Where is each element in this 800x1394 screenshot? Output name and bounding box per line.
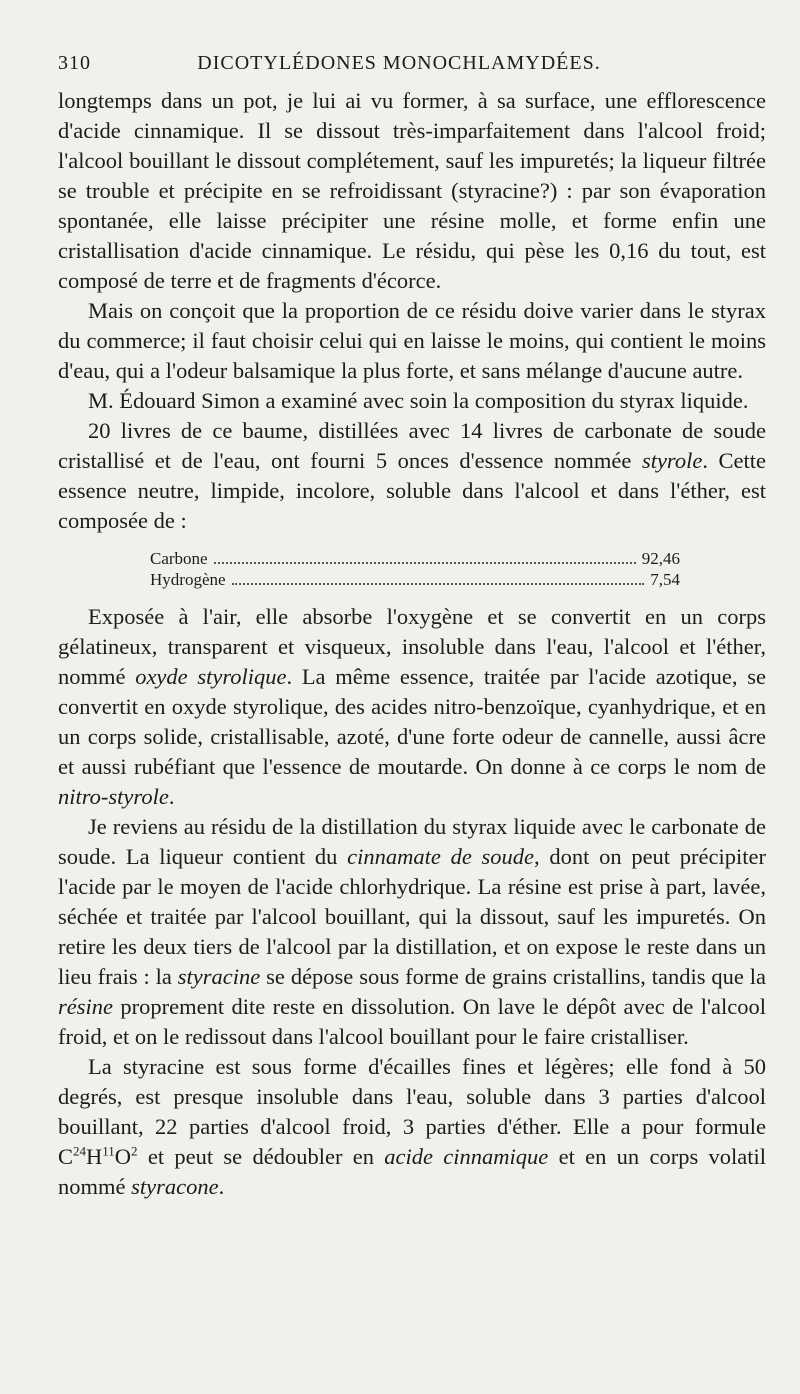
term-cinnamate-de-soude: cinnamate de soude — [347, 844, 535, 869]
composition-table — [150, 548, 680, 590]
paragraph-6: Je reviens au résidu de la distillation du styrax liquide avec le carbonate de soude. La liqueur contient du cinnamate de soude, dont on peut précipiter l'acide par le moyen de l'acide chlorhydrique. La résine est prise à part, lavée, séchée et traitée par l'alcool bouillant, qui la dissout, sauf les impuretés. On retire les deux tiers de l'alcool par la distillation, et on expose le reste dans un lieu frais : la styracine se dépose sous forme de grains cristallins, tandis que la résine proprement dite reste en dissolution. On lave le dépôt avec de l'alcool froid, et on le redissout dans l'alcool bouillant pour le faire cristalliser. — [58, 814, 766, 1049]
dot-leader — [232, 583, 645, 585]
page-header — [58, 52, 740, 82]
term-nitro-styrole: nitro-styrole — [58, 784, 169, 809]
term-oxyde-styrolique: oxyde styrolique — [135, 664, 287, 689]
term-styracone: styracone — [131, 1174, 219, 1199]
term-resine: résine — [58, 994, 113, 1019]
paragraph-5: Exposée à l'air, elle absorbe l'oxygène et se convertit en un corps gélatineux, transparent et visqueux, insoluble dans l'eau, l'alcool et l'éther, nommé oxyde styrolique. La même essence, traitée par l'acide azotique, se convertit en oxyde styrolique, des acides nitro-benzoïque, cyanhydrique, et en un corps solide, cristallisable, azoté, d'une forte odeur de cannelle, aussi âcre et aussi rubéfiant que l'essence de moutarde. On donne à ce corps le nom de nitro-styrole. — [58, 604, 766, 809]
term-styrole: styrole — [641, 448, 703, 473]
element-name: Hydrogène — [150, 570, 226, 589]
paragraph-7: La styracine est sous forme d'écailles fines et légères; elle fond à 50 degrés, est presque insoluble dans l'eau, soluble dans 3 parties d'alcool bouillant, 22 parties d'alcool froid, 3 parties d'éther. Elle a pour formule $C^{24}H^{11}O^2$ et peut se dédoubler en acide cinnamique et en un corps volatil nommé styracone. — [58, 1054, 767, 1199]
term-styracine: styracine — [177, 964, 261, 989]
composition-row — [150, 548, 680, 569]
paragraph-1: longtemps dans un pot, je lui ai vu former, à sa surface, une efflorescence d'acide cinnamique. Il se dissout très-imparfaitement dans l'alcool froid; l'alcool bouillant le dissout complétement, sauf les impuretés; la liqueur filtrée se trouble et précipite en se refroidissant (styracine?) : par son évaporation spontanée, elle laisse précipiter une résine molle, et forme enfin une cristallisation d'acide cinnamique. Le résidu, qui pèse les 0,16 du tout, est composé de terre et de fragments d'écorce. — [58, 88, 766, 293]
running-title: DICOTYLÉDONES MONOCHLAMYDÉES. — [197, 52, 601, 74]
page-body — [58, 86, 766, 1202]
paragraph-4: 20 livres de ce baume, distillées avec 14 livres de carbonate de soude cristallisé et de l'eau, ont fourni 5 onces d'essence nommée styrole. Cette essence neutre, limpide, incolore, soluble dans l'alcool et dans l'éther, est composée de : — [58, 418, 766, 533]
element-value: 92,46 — [641, 549, 680, 568]
formula-subscript: 24 — [73, 1143, 87, 1159]
formula-subscript: 2 — [131, 1143, 138, 1159]
element-value: 7,54 — [650, 570, 680, 589]
formula-subscript: 11 — [102, 1143, 115, 1159]
element-name: Carbone — [150, 549, 208, 568]
paragraph-3: M. Édouard Simon a examiné avec soin la composition du styrax liquide. — [88, 388, 749, 413]
page-number: 310 — [58, 52, 91, 74]
composition-row — [150, 569, 680, 590]
dot-leader — [214, 562, 636, 564]
term-acide-cinnamique: acide cinnamique — [384, 1144, 549, 1169]
paragraph-2: Mais on conçoit que la proportion de ce résidu doive varier dans le styrax du commerce; il faut choisir celui qui en laisse le moins, qui contient le moins d'eau, qui a l'odeur balsamique la plus forte, et sans mélange d'aucune autre. — [58, 298, 766, 383]
